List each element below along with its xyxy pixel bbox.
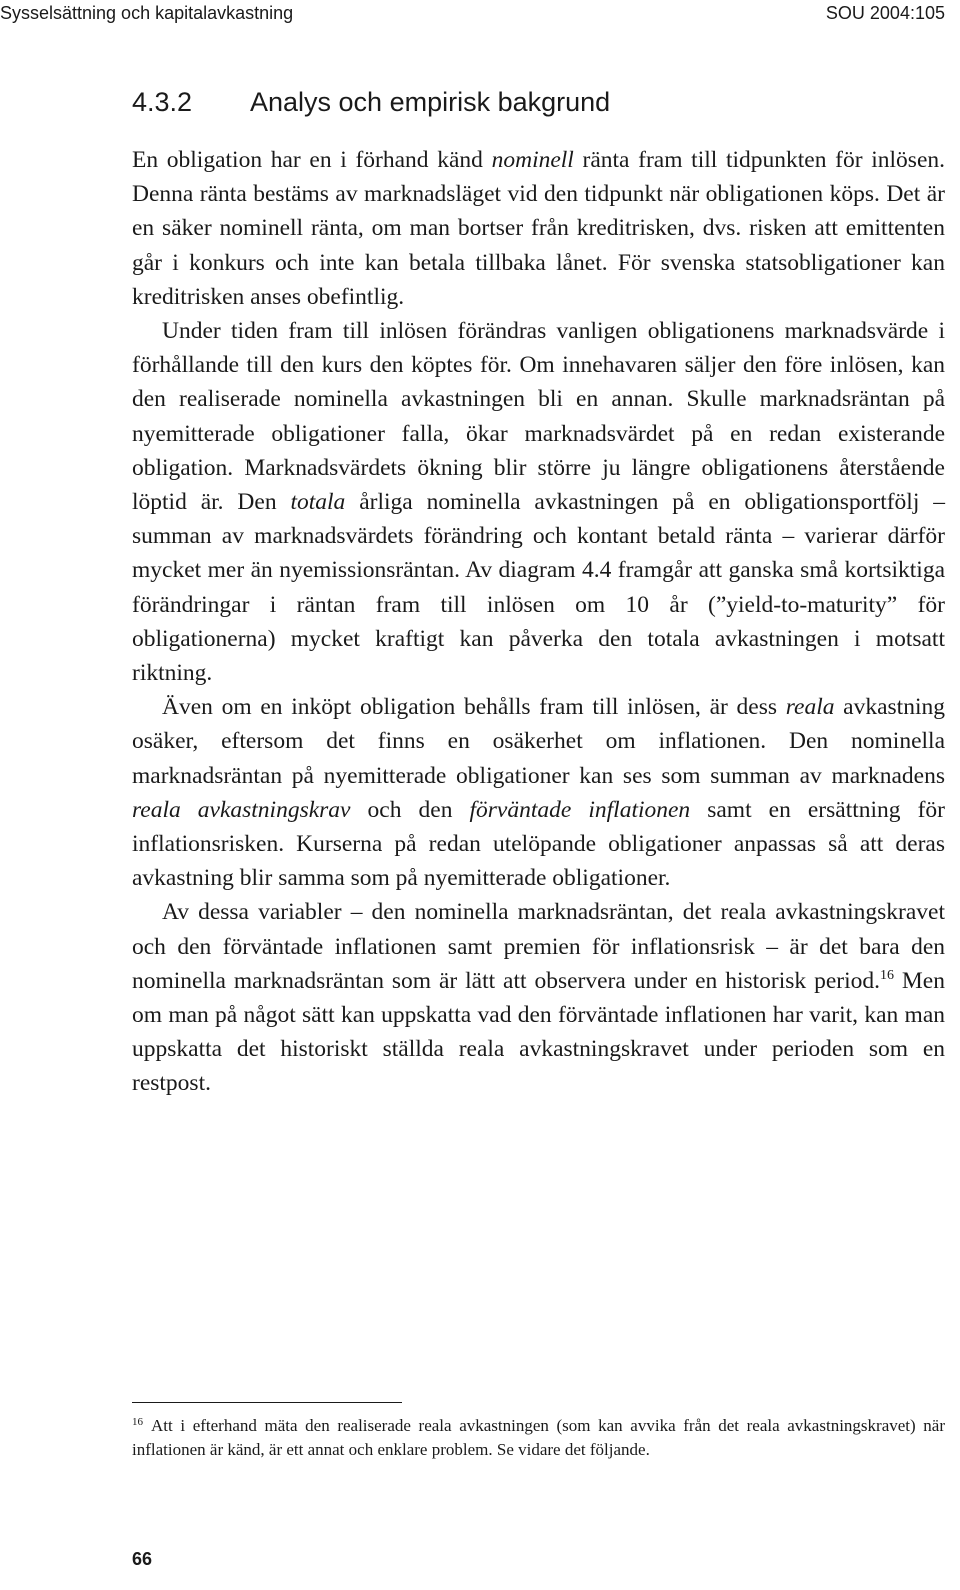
running-header-report-id: SOU 2004:105 <box>825 3 945 23</box>
running-header-title: Sysselsättning och kapitalavkastning <box>0 3 294 23</box>
body-text <box>132 143 945 1101</box>
italic-term: reala <box>785 694 835 721</box>
section-number: 4.3.2 <box>132 87 193 117</box>
section-title: Analys och empirisk bakgrund <box>250 87 611 117</box>
section-heading <box>132 84 945 120</box>
footnote-marker: 16 <box>132 1416 143 1428</box>
text-run: Men om man på något sätt kan uppskatta vad den förväntade inflationen har varit, kan man uppskatta det historiskt ställda reala avkastningskravet under perioden som en restpost. <box>132 967 945 1097</box>
text-run: En obligation har en i förhand känd <box>132 147 492 173</box>
paragraph-3 <box>132 690 945 895</box>
footnote-reference[interactable]: 16 <box>880 967 894 983</box>
footnote <box>132 1414 945 1462</box>
text-run: Av dessa variabler – den nominella marknadsräntan, det reala avkastningskravet och den förväntade inflationen samt premien för inflationsrisk – är det bara den nominella marknadsräntan som är lätt att observera under en historisk period. <box>132 899 945 994</box>
page-number: 66 <box>132 1549 153 1569</box>
text-run: ränta fram till tidpunkten för inlösen. Denna ränta bestäms av marknadsläget vid den tidpunkt när obligationen köps. Det är en säker nominell ränta, om man bortser från kreditrisken, dvs. risken att emittenten går i konkurs och inte kan betala tillbaka lånet. För svenska statsobligationer kan kreditrisken anses obefintlig. <box>132 147 945 310</box>
paragraph-4 <box>132 895 945 1100</box>
paragraph-1 <box>132 143 945 314</box>
running-header <box>0 0 945 30</box>
text-run: Även om en inköpt obligation behålls fram till inlösen, är dess <box>162 694 786 721</box>
text-run: Under tiden fram till inlösen förändras vanligen obligationens marknadsvärde i förhållande till den kurs den köptes för. Om innehavaren säljer den före inlösen, kan den realiserade nominella avkastningen bli en annan. Skulle marknadsräntan på nyemitterade obligationer falla, ökar marknadsvärdet på en redan existerande obligation. Marknadsvärdets ökning blir större ju längre obligationens återstående löptid är. Den <box>132 318 945 516</box>
italic-term: förväntade inflationen <box>469 796 691 823</box>
footnote-text: Att i efterhand mäta den realiserade reala avkastningen (som kan avvika från det reala avkastningskravet) när inflationen är känd, är ett annat och enklare problem. Se vidare det följande. <box>132 1416 945 1459</box>
text-run: avkastning osäker, eftersom det finns en osäkerhet om inflationen. Den nominella marknadsräntan på nyemitterade obligationer kan ses som summan av marknadens <box>132 694 945 789</box>
italic-term: nominell <box>491 147 574 173</box>
text-run: samt en ersättning för inflationsrisken. Kurserna på redan utelöpande obligationer anpassas så att deras avkastning blir samma som på nyemitterade obligationer. <box>132 796 945 892</box>
footnote-divider <box>132 1402 402 1403</box>
paragraph-2 <box>132 314 945 690</box>
italic-term: reala avkastningskrav <box>132 796 351 823</box>
text-run: årliga nominella avkastningen på en obligationsportfölj – summan av marknadsvärdets förändring och kontant betald ränta – varierar därför mycket mer än nyemissionsräntan. Av diagram 4.4 framgår att ganska små kortsiktiga förändringar i räntan fram till inlösen om 10 år (”yield-to-maturity” för obligationerna) mycket kraftigt kan påverka den totala avkastningen i motsatt riktning. <box>132 489 945 687</box>
text-run: och den <box>350 796 470 823</box>
italic-term: totala <box>290 489 346 516</box>
